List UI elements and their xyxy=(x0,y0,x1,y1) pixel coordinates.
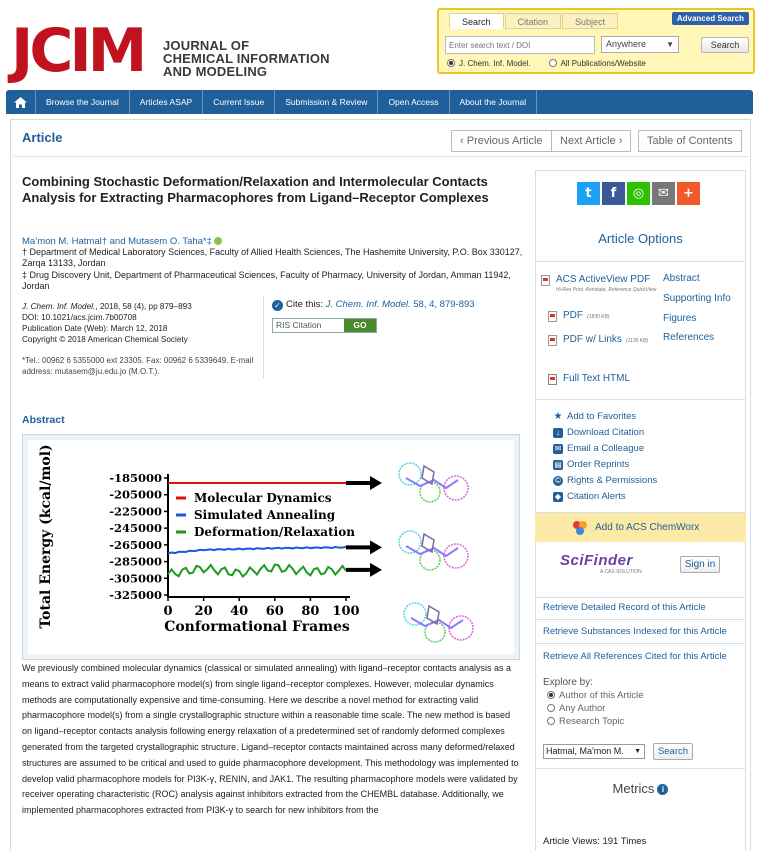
abstract-graphic[interactable] xyxy=(22,434,520,660)
search-panel xyxy=(437,8,755,74)
pdf-icon xyxy=(548,335,557,346)
x-tick-label: 0 xyxy=(163,604,173,619)
wechat-icon[interactable]: ◎ xyxy=(627,182,650,205)
retrieve-references-link[interactable]: Retrieve All References Cited for this Article xyxy=(543,651,727,662)
divider xyxy=(536,643,746,644)
legend-label: Simulated Annealing xyxy=(194,508,336,522)
action-label: Citation Alerts xyxy=(567,491,626,502)
y-tick-label: -325000 xyxy=(109,588,162,602)
ris-citation-control xyxy=(272,318,377,333)
author-select-value: Hatmal, Ma'mon M. xyxy=(546,746,624,756)
series-line xyxy=(168,547,346,553)
jcim-logo[interactable] xyxy=(6,16,156,86)
contact-info: *Tel.: 00962 6 5355000 ext 23305. Fax: 00962 6 5339649. E-mail address: mutasem@ju.edu.jo (M.O.T.). xyxy=(22,356,254,376)
full-text-link[interactable]: Full Text HTML xyxy=(563,373,631,384)
y-tick-label: -185000 xyxy=(109,471,162,485)
retrieve-substances-link[interactable]: Retrieve Substances Indexed for this Article xyxy=(543,626,727,637)
pdf-icon xyxy=(548,311,557,322)
activeview-sub: Hi-Res Print, Annotate, Reference QuickView xyxy=(556,287,657,293)
nav-articles-asap[interactable]: Articles ASAP xyxy=(130,90,203,114)
radio-selected-icon xyxy=(547,691,555,699)
search-tabs xyxy=(449,13,619,29)
y-tick-label: -305000 xyxy=(109,571,162,586)
divider xyxy=(263,296,264,378)
ris-citation-select[interactable]: RIS Citation xyxy=(273,319,344,332)
nav-current-issue[interactable]: Current Issue xyxy=(203,90,275,114)
action-label: Email a Colleague xyxy=(567,443,645,454)
chevron-down-icon: ▼ xyxy=(666,40,674,49)
molecule-ring xyxy=(427,606,439,624)
twitter-icon[interactable]: t xyxy=(577,182,600,205)
nav-submission-review[interactable]: Submission & Review xyxy=(275,90,378,114)
journal-name-line: JOURNAL OF xyxy=(163,38,250,53)
metrics-label: Metrics xyxy=(612,781,655,796)
radio-label: All Publications/Website xyxy=(560,59,646,68)
x-tick-label: 20 xyxy=(194,604,213,619)
add-favorites-link[interactable] xyxy=(553,411,636,422)
radio-selected-icon xyxy=(447,59,455,67)
y-axis-label: Total Energy (kcal/mol) xyxy=(38,444,54,629)
divider xyxy=(13,156,748,157)
y-tick-label: -245000 xyxy=(109,521,162,536)
logo-text: JCIM xyxy=(11,16,144,86)
abstract-text: We previously combined molecular dynamics (classical or simulated annealing) with ligand–receptor contacts analysis as a means to extract valid pharmacophore model(s) from single ligand–receptor complexes. However, molecular dynamics methods are computationally expensive and time-consuming. Here we describe a novel method for extracting valid pharmacophore model(s) from a single crystallographic structure within a reasonable time scale. The new method is based on ligand–receptor contacts analysis following energy relaxation of a predetermined set of randomly deformed complexes generated from the targeted crystallographic structure. Ligand–receptor contacts maintained across many deformed/relaxed structures are assumed to be critical and used to guide pharmacophore development. This methodology was implemented to develop valid pharmacophore models for PI3K-γ, RENIN, and JAK1. The resulting pharmacophore models were validated by receiver operating characteristic (ROC) analysis against inhibitors extracted from the CHEMBL database. Additionally, we implemented pharmacophores extracted from PI3K-γ to search for new inhibitors from the xyxy=(22,663,519,816)
main-nav xyxy=(6,90,753,114)
journal-volume: , 2018, 58 (4), pp 879–893 xyxy=(95,302,192,311)
chevron-left-icon: ‹ xyxy=(460,135,467,147)
action-label: Rights & Permissions xyxy=(567,475,658,486)
document-icon: ▤ xyxy=(554,459,562,469)
graphic-canvas xyxy=(28,440,514,654)
share-icons xyxy=(577,182,700,205)
x-tick-label: 40 xyxy=(230,604,249,619)
facebook-icon[interactable]: f xyxy=(602,182,625,205)
author-select[interactable] xyxy=(543,744,645,759)
nav-about-journal[interactable]: About the Journal xyxy=(450,90,538,114)
explore-option-label: Research Topic xyxy=(559,716,625,727)
site-header xyxy=(0,0,759,88)
search-button[interactable]: Search xyxy=(701,37,749,53)
x-axis-label: Conformational Frames xyxy=(164,619,350,635)
go-button[interactable]: GO xyxy=(344,319,376,332)
y-tick-label: -205000 xyxy=(109,487,162,502)
star-icon: ★ xyxy=(553,410,563,422)
figures-link[interactable]: Figures xyxy=(663,313,697,324)
radio-icon xyxy=(547,704,555,712)
x-tick-label: 100 xyxy=(332,604,360,619)
explore-any-author[interactable] xyxy=(547,703,605,714)
tab-search[interactable]: Search xyxy=(449,13,504,29)
nav-browse-journal[interactable]: Browse the Journal xyxy=(36,90,130,114)
section-label: Article xyxy=(22,130,63,145)
share-plus-icon[interactable]: + xyxy=(677,182,700,205)
doi: DOI: 10.1021/acs.jcim.7b00708 xyxy=(22,313,137,322)
x-tick-label: 80 xyxy=(301,604,320,619)
radio-label: J. Chem. Inf. Model. xyxy=(459,59,531,68)
authors[interactable] xyxy=(22,236,222,247)
molecule-ring xyxy=(422,466,434,484)
scifinder-logo: SciFinder xyxy=(560,552,633,569)
references-link[interactable]: References xyxy=(663,332,715,343)
prev-label: Previous Article xyxy=(466,135,543,147)
energy-chart xyxy=(28,440,514,654)
pdf-links-link[interactable]: PDF w/ Links xyxy=(563,334,622,345)
journal-name xyxy=(163,39,330,78)
x-tick-label: 60 xyxy=(265,604,284,619)
author-names[interactable]: Ma’mon M. Hatmal† and Mutasem O. Taha*‡ xyxy=(22,236,212,247)
alert-icon: ◆ xyxy=(554,491,562,501)
chemworx-icon xyxy=(572,520,588,536)
check-icon: ✓ xyxy=(272,300,283,311)
explore-research-topic[interactable] xyxy=(547,716,624,727)
affiliation-2: ‡ Drug Discovery Unit, Department of Pharmaceutical Sciences, Faculty of Pharmacy, University of Jordan, Amman 11942, Jordan xyxy=(22,270,511,291)
orcid-icon[interactable] xyxy=(214,237,222,245)
citation-alerts-link[interactable] xyxy=(553,491,626,502)
journal-reference xyxy=(22,301,262,312)
rights-permissions-link[interactable] xyxy=(553,475,657,486)
explore-option-label: Author of this Article xyxy=(559,690,644,701)
explore-by-label: Explore by: xyxy=(543,677,594,688)
html-icon xyxy=(548,374,557,385)
previous-article-button[interactable] xyxy=(451,130,552,152)
pdf-links-size: (1135 KB) xyxy=(626,338,649,344)
legend-label: Deformation/Relaxation xyxy=(194,525,355,539)
radio-icon xyxy=(547,717,555,725)
y-tick-label: -265000 xyxy=(109,537,162,552)
radio-journal[interactable] xyxy=(447,59,531,68)
metrics-heading xyxy=(535,781,746,796)
article-meta xyxy=(22,301,262,345)
copyright-icon: © xyxy=(553,476,563,486)
email-icon[interactable]: ✉ xyxy=(652,182,675,205)
radio-icon xyxy=(549,59,557,67)
molecule-ring xyxy=(422,534,434,552)
pdf-icon xyxy=(541,275,550,286)
pdf-size: (1830 KB) xyxy=(587,314,610,320)
article-views: Article Views: 191 Times xyxy=(543,836,647,847)
author-search-button[interactable]: Search xyxy=(653,743,693,760)
action-label: Add to Favorites xyxy=(567,411,637,422)
table-of-contents-button[interactable]: Table of Contents xyxy=(638,130,742,152)
order-reprints-link[interactable] xyxy=(553,459,629,470)
search-scope-select[interactable] xyxy=(601,36,679,53)
explore-option-label: Any Author xyxy=(559,703,606,714)
nav-open-access[interactable]: Open Access xyxy=(378,90,449,114)
copyright: Copyright © 2018 American Chemical Society xyxy=(22,335,188,344)
article-options-heading: Article Options xyxy=(598,231,683,246)
scifinder-sub: A CAS SOLUTION xyxy=(600,569,642,575)
legend-label: Molecular Dynamics xyxy=(194,491,332,505)
home-button[interactable] xyxy=(6,90,36,114)
retrieve-detailed-record-link[interactable]: Retrieve Detailed Record of this Article xyxy=(543,602,706,613)
abstract-link[interactable]: Abstract xyxy=(663,273,700,284)
add-to-chemworx[interactable] xyxy=(535,513,746,542)
download-icon: ↓ xyxy=(553,428,563,438)
pdf-link[interactable]: PDF xyxy=(563,310,583,321)
journal-abbrev: J. Chem. Inf. Model. xyxy=(22,302,96,311)
journal-name-line: CHEMICAL INFORMATION xyxy=(163,51,330,66)
advanced-search-link[interactable]: Advanced Search xyxy=(672,12,749,25)
action-label: Order Reprints xyxy=(567,459,630,470)
divider xyxy=(536,619,746,620)
y-tick-label: -225000 xyxy=(109,504,162,519)
search-input[interactable] xyxy=(445,36,595,54)
supporting-info-link[interactable]: Supporting Info xyxy=(663,293,731,304)
affiliation-1: † Department of Medical Laboratory Sciences, Faculty of Allied Health Sciences, The Hashemite University, P.O. Box 330127, Zarqa 13133, Jordan xyxy=(22,247,523,268)
series-line xyxy=(168,565,346,577)
explore-author-article[interactable] xyxy=(547,690,643,701)
abstract-heading: Abstract xyxy=(22,414,65,426)
sign-in-button[interactable]: Sign in xyxy=(680,556,720,573)
activeview-pdf-link[interactable]: ACS ActiveView PDF xyxy=(556,274,651,285)
arrow-head xyxy=(370,563,382,577)
pharmacophore-sphere xyxy=(404,603,426,625)
cite-label: Cite this: xyxy=(286,299,323,310)
chevron-right-icon: › xyxy=(615,135,623,147)
tab-subject[interactable]: Subject xyxy=(562,13,618,29)
email-colleague-link[interactable] xyxy=(553,443,644,454)
next-label: Next Article xyxy=(560,135,616,147)
action-label: Download Citation xyxy=(567,427,645,438)
article-title: Combining Stochastic Deformation/Relaxation and Intermolecular Contacts Analysis for Extracting Pharmacophores from Ligand–Receptor Complexes xyxy=(22,174,489,205)
arrow-head xyxy=(370,540,382,554)
tab-citation[interactable]: Citation xyxy=(505,13,562,29)
email-icon: ✉ xyxy=(554,443,562,453)
search-radios xyxy=(447,59,646,68)
journal-name-line: AND MODELING xyxy=(163,64,268,79)
publication-date: Publication Date (Web): March 12, 2018 xyxy=(22,324,168,333)
arrow-head xyxy=(370,476,382,490)
pharmacophore-sphere xyxy=(399,463,421,485)
next-article-button[interactable] xyxy=(551,130,631,152)
download-citation-link[interactable] xyxy=(553,427,644,438)
y-tick-label: -285000 xyxy=(109,554,162,569)
chevron-down-icon: ▼ xyxy=(634,748,641,755)
pharmacophore-sphere xyxy=(399,531,421,553)
cite-journal[interactable]: J. Chem. Inf. Model. xyxy=(325,299,411,310)
cite-ref[interactable]: 58, 4, 879-893 xyxy=(413,299,475,310)
cite-this xyxy=(272,299,475,311)
home-icon xyxy=(14,97,27,108)
chemworx-label: Add to ACS ChemWorx xyxy=(595,522,700,533)
search-scope-value: Anywhere xyxy=(606,39,647,49)
info-icon[interactable]: i xyxy=(657,784,668,795)
radio-all-publications[interactable] xyxy=(549,59,646,68)
